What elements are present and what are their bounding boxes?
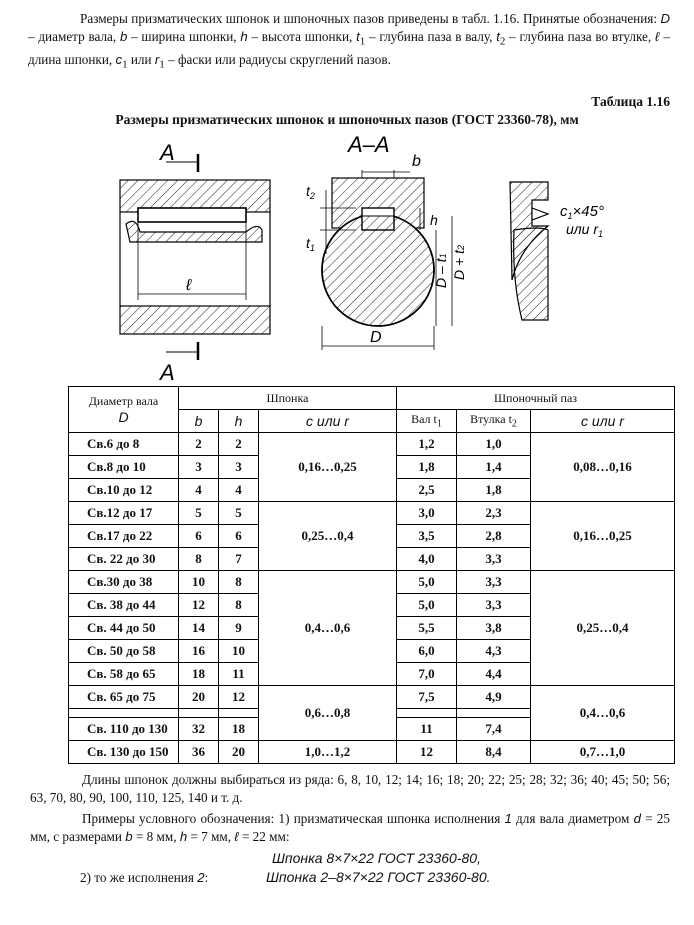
cell-h: 20 <box>219 741 259 764</box>
cell-b: 3 <box>179 456 219 479</box>
cell-t2: 1,0 <box>457 433 531 456</box>
b-label: b <box>412 153 421 170</box>
cell-b: 32 <box>179 718 219 741</box>
cell-t2 <box>457 709 531 718</box>
cell-t1: 1,2 <box>397 433 457 456</box>
cell-diameter: Св. 58 до 65 <box>69 663 179 686</box>
table-row <box>69 433 675 456</box>
cell-slot-c-or-r: 0,7…1,0 <box>531 741 675 764</box>
cell-diameter: Св. 110 до 130 <box>69 718 179 741</box>
section-mark-top: А <box>160 140 175 165</box>
examples-paragraph: Примеры условного обозначения: 1) призматическая шпонка исполнения 1 для вала диаметром d = 25 мм, с размерами b = 8 мм, h = 7 мм, ℓ = 22 мм: <box>30 811 670 844</box>
cell-b: 14 <box>179 617 219 640</box>
header-key: Шпонка <box>179 387 397 410</box>
table-number: Таблица 1.16 <box>591 94 670 109</box>
cell-t1: 1,8 <box>397 456 457 479</box>
cell-slot-c-or-r: 0,16…0,25 <box>531 502 675 571</box>
section-mark-bottom: А <box>160 360 175 380</box>
key-dimensions-table <box>68 386 675 764</box>
cell-diameter: Св. 22 до 30 <box>69 548 179 571</box>
cell-h: 10 <box>219 640 259 663</box>
cell-h: 18 <box>219 718 259 741</box>
cell-t1: 7,0 <box>397 663 457 686</box>
cell-h: 9 <box>219 617 259 640</box>
cell-t2: 4,9 <box>457 686 531 709</box>
t2-label: $t_2$ <box>306 183 315 201</box>
cell-t2: 2,3 <box>457 502 531 525</box>
d-minus-t1-label: D – t1 <box>433 253 449 288</box>
cell-t2: 1,4 <box>457 456 531 479</box>
cell-t2: 2,8 <box>457 525 531 548</box>
cell-diameter: Св. 44 до 50 <box>69 617 179 640</box>
cell-t2: 3,3 <box>457 594 531 617</box>
cell-h: 8 <box>219 571 259 594</box>
cell-t2: 8,4 <box>457 741 531 764</box>
cell-diameter: Св.8 до 10 <box>69 456 179 479</box>
cell-t2: 4,3 <box>457 640 531 663</box>
cell-h: 5 <box>219 502 259 525</box>
cell-h: 7 <box>219 548 259 571</box>
cell-t1: 3,0 <box>397 502 457 525</box>
cell-t2: 3,3 <box>457 571 531 594</box>
cell-h: 12 <box>219 686 259 709</box>
table-row <box>69 741 675 764</box>
cell-b: 10 <box>179 571 219 594</box>
cell-diameter: Св.10 до 12 <box>69 479 179 502</box>
length-label: ℓ <box>186 277 192 294</box>
cell-h: 11 <box>219 663 259 686</box>
cell-t2: 1,8 <box>457 479 531 502</box>
cell-t1: 5,5 <box>397 617 457 640</box>
cell-b <box>179 709 219 718</box>
cross-section-view <box>306 132 467 350</box>
cell-t1: 2,5 <box>397 479 457 502</box>
cell-slot-c-or-r: 0,25…0,4 <box>531 571 675 686</box>
cell-b: 5 <box>179 502 219 525</box>
cell-t1: 3,5 <box>397 525 457 548</box>
cell-key-c-or-r: 0,25…0,4 <box>259 502 397 571</box>
cell-t1: 4,0 <box>397 548 457 571</box>
header-h: h <box>219 410 259 433</box>
cell-t1 <box>397 709 457 718</box>
table-row <box>69 686 675 709</box>
table-row <box>69 502 675 525</box>
cell-key-c-or-r: 1,0…1,2 <box>259 741 397 764</box>
cell-key-c-or-r: 0,4…0,6 <box>259 571 397 686</box>
cell-diameter: Св. 38 до 44 <box>69 594 179 617</box>
cell-h: 3 <box>219 456 259 479</box>
cell-key-c-or-r: 0,16…0,25 <box>259 433 397 502</box>
table-row <box>69 571 675 594</box>
table-title: Размеры призматических шпонок и шпоночных пазов (ГОСТ 23360-78), мм <box>115 112 579 127</box>
cell-b: 2 <box>179 433 219 456</box>
cell-slot-c-or-r: 0,08…0,16 <box>531 433 675 502</box>
cell-diameter: Св.6 до 8 <box>69 433 179 456</box>
header-slot: Шпоночный паз <box>397 387 675 410</box>
cell-b: 4 <box>179 479 219 502</box>
chamfer-label: $с_1\times 45^\circ$ <box>560 203 604 221</box>
header-c-or-r-slot: с или r <box>531 410 675 433</box>
d-plus-t2-label: D + t2 <box>451 245 467 280</box>
h-label: h <box>430 212 438 228</box>
cell-key-c-or-r: 0,6…0,8 <box>259 686 397 741</box>
cell-t2: 4,4 <box>457 663 531 686</box>
radius-label: или $r_1$ <box>566 221 604 239</box>
cell-h <box>219 709 259 718</box>
cell-t1: 11 <box>397 718 457 741</box>
cell-b: 8 <box>179 548 219 571</box>
chamfer-detail-view <box>510 178 604 320</box>
cell-diameter: Св. 50 до 58 <box>69 640 179 663</box>
cell-t1: 5,0 <box>397 594 457 617</box>
key-drawing <box>0 130 694 380</box>
header-c-or-r: с или r <box>259 410 397 433</box>
cell-h: 4 <box>219 479 259 502</box>
cell-h: 8 <box>219 594 259 617</box>
lengths-paragraph: Длины шпонок должны выбираться из ряда: 6, 8, 10, 12; 14; 16; 18; 20; 22; 25; 28; 32; 36; 40; 45; 50; 56; 63, 70, 80, 90, 100, 110, 125, 140 и т. д. <box>30 772 670 805</box>
cell-t1: 12 <box>397 741 457 764</box>
header-diameter: Диаметр вала D <box>69 387 179 433</box>
cell-t1: 6,0 <box>397 640 457 663</box>
intro-paragraph: Размеры призматических шпонок и шпоночных пазов приведены в табл. 1.16. Принятые обозначения: D – диаметр вала, b – ширина шпонки, h – высота шпонки, $t_1$ – глубина паза в валу, $t_2$ – глубина паза во втулке, ℓ – длина шпонки, $с_1$ или $r_1$ – фаски или радиусы скруглений пазов. <box>28 11 671 71</box>
cell-b: 12 <box>179 594 219 617</box>
cell-b: 36 <box>179 741 219 764</box>
cell-b: 16 <box>179 640 219 663</box>
cell-diameter: Св.17 до 22 <box>69 525 179 548</box>
cell-t1: 7,5 <box>397 686 457 709</box>
cell-t1: 5,0 <box>397 571 457 594</box>
cell-h: 6 <box>219 525 259 548</box>
cell-b: 20 <box>179 686 219 709</box>
cell-t2: 3,8 <box>457 617 531 640</box>
cell-diameter: Св.12 до 17 <box>69 502 179 525</box>
cell-diameter: Св. 130 до 150 <box>69 741 179 764</box>
cell-t2: 3,3 <box>457 548 531 571</box>
longitudinal-view <box>120 140 270 380</box>
cell-t2: 7,4 <box>457 718 531 741</box>
cell-b: 6 <box>179 525 219 548</box>
example-formula-2: Шпонка 2–8×7×22 ГОСТ 23360-80. <box>266 869 491 885</box>
cell-slot-c-or-r: 0,4…0,6 <box>531 686 675 741</box>
d-label: D <box>370 329 382 346</box>
section-aa-label: А–А <box>348 132 390 157</box>
header-hub-t2: Втулка $t_2$ <box>457 410 531 433</box>
cell-diameter <box>69 709 179 718</box>
header-b: b <box>179 410 219 433</box>
cell-h: 2 <box>219 433 259 456</box>
cell-diameter: Св.30 до 38 <box>69 571 179 594</box>
header-shaft-t1: Вал $t_1$ <box>397 410 457 433</box>
example-2-label: 2) то же исполнения 2: <box>80 870 209 885</box>
cell-b: 18 <box>179 663 219 686</box>
cell-diameter: Св. 65 до 75 <box>69 686 179 709</box>
example-formula-1: Шпонка 8×7×22 ГОСТ 23360-80, <box>272 850 481 866</box>
t1-label: $t_1$ <box>306 235 315 253</box>
